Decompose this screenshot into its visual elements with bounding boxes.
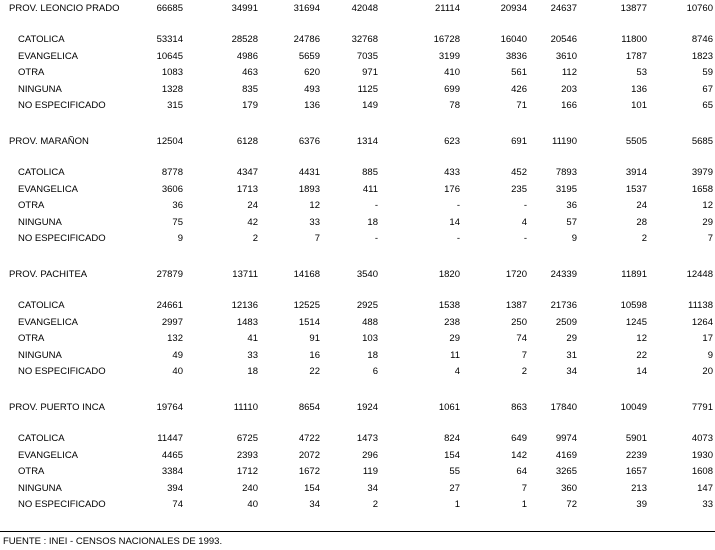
- value-cell-col-9: 11138: [687, 300, 713, 311]
- value-cell-col-7: 3610: [555, 50, 577, 62]
- value-cell-col-9: 8746: [691, 34, 713, 45]
- value-cell-col-7: 7893: [555, 167, 577, 178]
- value-cell-col-3: 14168: [293, 269, 320, 280]
- value-cell-col-9: 17: [702, 333, 713, 345]
- value-cell-col-4: 411: [362, 183, 378, 195]
- religion-row-evangelica: [0, 183, 715, 197]
- religion-label: NO ESPECIFICADO: [18, 366, 106, 378]
- value-cell-col-8: 3914: [625, 167, 647, 178]
- value-cell-col-8: 1657: [625, 466, 647, 478]
- value-cell-col-7: 3265: [555, 466, 577, 478]
- religion-row-evangelica: [0, 50, 715, 64]
- value-cell-col-3: 7: [314, 233, 320, 245]
- value-cell-col-2: 2: [252, 233, 258, 245]
- value-cell-col-5: 21114: [434, 3, 460, 14]
- value-cell-col-1: 132: [167, 333, 183, 345]
- value-cell-col-5: 433: [444, 167, 460, 178]
- value-cell-col-8: 39: [636, 499, 647, 511]
- value-cell-col-5: -: [456, 200, 460, 212]
- value-cell-col-4: 971: [362, 67, 378, 79]
- religion-label: EVANGELICA: [18, 50, 79, 62]
- value-cell-col-1: 27879: [156, 269, 183, 280]
- value-cell-col-5: 55: [449, 466, 460, 478]
- value-cell-col-7: 31: [566, 349, 577, 361]
- value-cell-col-8: 2: [641, 233, 647, 245]
- value-cell-col-8: 11891: [621, 269, 647, 280]
- value-cell-col-5: 238: [444, 316, 460, 328]
- religion-row-no-especificado: [0, 498, 715, 512]
- value-cell-col-4: 296: [362, 449, 378, 461]
- value-cell-col-9: 10760: [686, 3, 713, 14]
- province-total-row: [0, 268, 715, 282]
- value-cell-col-2: 28528: [231, 34, 258, 45]
- religion-label: NO ESPECIFICADO: [18, 499, 106, 511]
- value-cell-col-9: 65: [702, 100, 713, 112]
- value-cell-col-5: 1061: [438, 402, 460, 413]
- religion-row-catolica: [0, 432, 715, 446]
- religion-label: OTRA: [18, 333, 45, 345]
- religion-row-ninguna: [0, 482, 715, 496]
- value-cell-col-6: 71: [516, 100, 527, 112]
- religion-label: CATOLICA: [18, 433, 65, 444]
- value-cell-col-3: 1672: [298, 466, 320, 478]
- value-cell-col-2: 463: [242, 67, 258, 79]
- province-name: PROV. PACHITEA: [9, 269, 88, 280]
- value-cell-col-8: 213: [631, 482, 647, 494]
- value-cell-col-4: 1924: [356, 402, 378, 413]
- value-cell-col-8: 136: [631, 83, 647, 95]
- value-cell-col-5: 4: [454, 366, 460, 378]
- value-cell-col-7: 9: [571, 233, 577, 245]
- value-cell-col-2: 18: [247, 366, 258, 378]
- value-cell-col-2: 240: [242, 482, 258, 494]
- value-cell-col-3: 154: [304, 482, 320, 494]
- religion-label: NO ESPECIFICADO: [18, 100, 106, 112]
- value-cell-col-7: 34: [566, 366, 577, 378]
- value-cell-col-9: 59: [702, 67, 713, 79]
- value-cell-col-4: 1473: [356, 433, 378, 444]
- value-cell-col-6: 235: [511, 183, 527, 195]
- value-cell-col-9: 147: [697, 482, 713, 494]
- religion-row-evangelica: [0, 316, 715, 330]
- value-cell-col-8: 2239: [625, 449, 647, 461]
- religion-label: NINGUNA: [18, 349, 62, 361]
- value-cell-col-7: 9974: [555, 433, 577, 444]
- value-cell-col-2: 33: [247, 349, 258, 361]
- value-cell-col-4: -: [374, 233, 378, 245]
- value-cell-col-9: 1608: [691, 466, 713, 478]
- value-cell-col-5: 699: [444, 83, 460, 95]
- value-cell-col-3: 16: [309, 349, 320, 361]
- value-cell-col-7: 112: [561, 67, 577, 79]
- value-cell-col-3: 33: [309, 216, 320, 228]
- religion-row-otra: [0, 66, 715, 80]
- value-cell-col-5: 27: [449, 482, 460, 494]
- value-cell-col-6: 1720: [505, 269, 527, 280]
- value-cell-col-8: 11800: [621, 34, 647, 45]
- value-cell-col-5: 78: [449, 100, 460, 112]
- value-cell-col-8: 5901: [625, 433, 647, 444]
- value-cell-col-9: 29: [702, 216, 713, 228]
- value-cell-col-3: 1514: [298, 316, 320, 328]
- value-cell-col-7: 36: [566, 200, 577, 212]
- value-cell-col-9: 20: [702, 366, 713, 378]
- value-cell-col-7: 24637: [550, 3, 577, 14]
- value-cell-col-9: 12: [702, 200, 713, 212]
- value-cell-col-6: 4: [521, 216, 527, 228]
- value-cell-col-1: 1083: [161, 67, 183, 79]
- religion-label: NINGUNA: [18, 83, 62, 95]
- value-cell-col-1: 394: [167, 482, 183, 494]
- religion-label: OTRA: [18, 67, 45, 79]
- value-cell-col-4: 149: [362, 100, 378, 112]
- value-cell-col-7: 24339: [550, 269, 577, 280]
- value-cell-col-3: 24786: [293, 34, 320, 45]
- value-cell-col-5: 3199: [438, 50, 460, 62]
- value-cell-col-4: 488: [362, 316, 378, 328]
- value-cell-col-8: 28: [636, 216, 647, 228]
- value-cell-col-1: 8778: [161, 167, 183, 178]
- value-cell-col-6: 16040: [500, 34, 527, 45]
- source-footnote: FUENTE : INEI - CENSOS NACIONALES DE 1993.: [3, 536, 223, 547]
- value-cell-col-5: 623: [444, 136, 460, 147]
- value-cell-col-6: -: [523, 200, 527, 212]
- value-cell-col-4: 1125: [357, 83, 378, 95]
- value-cell-col-8: 10049: [620, 402, 647, 413]
- religion-label: NINGUNA: [18, 482, 62, 494]
- value-cell-col-7: 21736: [550, 300, 577, 311]
- value-cell-col-9: 7: [707, 233, 713, 245]
- province-total-row: [0, 2, 715, 16]
- value-cell-col-2: 4347: [236, 167, 258, 178]
- value-cell-col-3: 1893: [298, 183, 320, 195]
- value-cell-col-7: 166: [561, 100, 577, 112]
- value-cell-col-2: 835: [242, 83, 258, 95]
- religion-row-evangelica: [0, 449, 715, 463]
- value-cell-col-3: 12525: [293, 300, 320, 311]
- value-cell-col-1: 3384: [161, 466, 183, 478]
- value-cell-col-9: 12448: [686, 269, 713, 280]
- value-cell-col-6: 863: [511, 402, 527, 413]
- value-cell-col-2: 12136: [231, 300, 258, 311]
- value-cell-col-6: -: [523, 233, 527, 245]
- value-cell-col-2: 2393: [236, 449, 258, 461]
- value-cell-col-4: 1314: [356, 136, 378, 147]
- value-cell-col-2: 179: [242, 100, 258, 112]
- value-cell-col-5: 1820: [438, 269, 460, 280]
- value-cell-col-5: -: [456, 233, 460, 245]
- value-cell-col-5: 176: [444, 183, 460, 195]
- value-cell-col-1: 75: [172, 216, 183, 228]
- value-cell-col-8: 24: [636, 200, 647, 212]
- value-cell-col-2: 11110: [233, 402, 258, 413]
- value-cell-col-2: 42: [247, 216, 258, 228]
- value-cell-col-1: 40: [172, 366, 183, 378]
- value-cell-col-3: 91: [309, 333, 320, 345]
- value-cell-col-1: 3606: [161, 183, 183, 195]
- value-cell-col-1: 11447: [157, 433, 183, 444]
- value-cell-col-6: 452: [511, 167, 527, 178]
- value-cell-col-4: 34: [367, 482, 378, 494]
- religion-row-no-especificado: [0, 232, 715, 246]
- value-cell-col-6: 426: [511, 83, 527, 95]
- value-cell-col-4: 3540: [356, 269, 378, 280]
- province-name: PROV. LEONCIO PRADO: [9, 3, 120, 14]
- province-name: PROV. PUERTO INCA: [9, 402, 105, 413]
- value-cell-col-5: 410: [444, 67, 460, 79]
- religion-label: EVANGELICA: [18, 316, 79, 328]
- value-cell-col-2: 1712: [236, 466, 258, 478]
- value-cell-col-5: 154: [444, 449, 460, 461]
- value-cell-col-4: 7035: [356, 50, 378, 62]
- value-cell-col-9: 33: [702, 499, 713, 511]
- value-cell-col-8: 101: [631, 100, 647, 112]
- value-cell-col-3: 12: [309, 200, 320, 212]
- religion-label: EVANGELICA: [18, 183, 79, 195]
- value-cell-col-8: 13877: [620, 3, 647, 14]
- value-cell-col-7: 203: [561, 83, 577, 95]
- value-cell-col-7: 57: [566, 216, 577, 228]
- value-cell-col-3: 8654: [298, 402, 320, 413]
- value-cell-col-4: 103: [362, 333, 378, 345]
- value-cell-col-1: 74: [172, 499, 183, 511]
- value-cell-col-6: 64: [516, 466, 527, 478]
- value-cell-col-7: 72: [566, 499, 577, 511]
- value-cell-col-9: 3979: [691, 167, 713, 178]
- value-cell-col-2: 13711: [232, 269, 258, 280]
- value-cell-col-7: 17840: [550, 402, 577, 413]
- value-cell-col-1: 24661: [156, 300, 183, 311]
- value-cell-col-2: 41: [247, 333, 258, 345]
- value-cell-col-2: 6725: [236, 433, 258, 444]
- value-cell-col-1: 66685: [156, 3, 183, 14]
- value-cell-col-5: 1: [454, 499, 460, 511]
- value-cell-col-6: 74: [516, 333, 527, 345]
- value-cell-col-1: 2997: [161, 316, 183, 328]
- religion-row-catolica: [0, 299, 715, 313]
- value-cell-col-7: 20546: [550, 34, 577, 45]
- value-cell-col-4: -: [374, 200, 378, 212]
- value-cell-col-4: 42048: [351, 3, 378, 14]
- value-cell-col-1: 10645: [156, 50, 183, 62]
- religion-row-ninguna: [0, 349, 715, 363]
- value-cell-col-3: 4431: [298, 167, 320, 178]
- religion-label: CATOLICA: [18, 34, 65, 45]
- value-cell-col-7: 2509: [555, 316, 577, 328]
- religion-label: NO ESPECIFICADO: [18, 233, 106, 245]
- value-cell-col-9: 1264: [691, 316, 713, 328]
- value-cell-col-7: 3195: [555, 183, 577, 195]
- value-cell-col-9: 67: [702, 83, 713, 95]
- religion-label: NINGUNA: [18, 216, 62, 228]
- value-cell-col-7: 11190: [551, 136, 577, 147]
- value-cell-col-6: 250: [511, 316, 527, 328]
- value-cell-col-3: 22: [309, 366, 320, 378]
- value-cell-col-2: 34991: [231, 3, 258, 14]
- value-cell-col-6: 7: [521, 349, 527, 361]
- value-cell-col-5: 1538: [438, 300, 460, 311]
- value-cell-col-8: 53: [636, 67, 647, 79]
- value-cell-col-6: 649: [511, 433, 527, 444]
- value-cell-col-3: 493: [304, 83, 320, 95]
- religion-row-otra: [0, 332, 715, 346]
- value-cell-col-2: 4986: [236, 50, 258, 62]
- value-cell-col-4: 885: [362, 167, 378, 178]
- value-cell-col-4: 32768: [351, 34, 378, 45]
- value-cell-col-4: 6: [372, 366, 378, 378]
- value-cell-col-6: 7: [521, 482, 527, 494]
- value-cell-col-5: 14: [449, 216, 460, 228]
- value-cell-col-2: 24: [247, 200, 258, 212]
- value-cell-col-2: 1713: [236, 183, 258, 195]
- religion-row-ninguna: [0, 83, 715, 97]
- value-cell-col-8: 14: [636, 366, 647, 378]
- value-cell-col-5: 824: [444, 433, 460, 444]
- religion-label: OTRA: [18, 200, 45, 212]
- value-cell-col-3: 136: [304, 100, 320, 112]
- value-cell-col-1: 4465: [161, 449, 183, 461]
- religion-row-catolica: [0, 166, 715, 180]
- religion-row-otra: [0, 465, 715, 479]
- value-cell-col-6: 2: [521, 366, 527, 378]
- religion-label: CATOLICA: [18, 300, 65, 311]
- value-cell-col-4: 2925: [356, 300, 378, 311]
- value-cell-col-3: 34: [309, 499, 320, 511]
- value-cell-col-9: 9: [707, 349, 713, 361]
- value-cell-col-3: 620: [304, 67, 320, 79]
- value-cell-col-1: 12504: [156, 136, 183, 147]
- value-cell-col-3: 5659: [298, 50, 320, 62]
- value-cell-col-6: 1: [521, 499, 527, 511]
- value-cell-col-8: 1245: [625, 316, 647, 328]
- value-cell-col-3: 2072: [298, 449, 320, 461]
- value-cell-col-5: 11: [450, 349, 460, 361]
- value-cell-col-1: 36: [172, 200, 183, 212]
- religion-row-otra: [0, 199, 715, 213]
- province-total-row: [0, 135, 715, 149]
- value-cell-col-3: 6376: [298, 136, 320, 147]
- value-cell-col-3: 31694: [293, 3, 320, 14]
- value-cell-col-8: 12: [636, 333, 647, 345]
- value-cell-col-2: 6128: [236, 136, 258, 147]
- religion-row-no-especificado: [0, 99, 715, 113]
- value-cell-col-9: 4073: [691, 433, 713, 444]
- value-cell-col-8: 5505: [625, 136, 647, 147]
- value-cell-col-8: 22: [636, 349, 647, 361]
- value-cell-col-6: 20934: [500, 3, 527, 14]
- value-cell-col-1: 19764: [156, 402, 183, 413]
- value-cell-col-1: 1328: [161, 83, 183, 95]
- value-cell-col-6: 142: [511, 449, 527, 461]
- religion-label: OTRA: [18, 466, 45, 478]
- value-cell-col-2: 40: [247, 499, 258, 511]
- religion-row-ninguna: [0, 216, 715, 230]
- value-cell-col-2: 1483: [236, 316, 258, 328]
- value-cell-col-1: 49: [172, 349, 183, 361]
- value-cell-col-9: 7791: [691, 402, 713, 413]
- province-total-row: [0, 401, 715, 415]
- value-cell-col-7: 360: [561, 482, 577, 494]
- value-cell-col-1: 53314: [156, 34, 183, 45]
- value-cell-col-4: 18: [367, 349, 378, 361]
- religion-row-no-especificado: [0, 365, 715, 379]
- value-cell-col-5: 29: [449, 333, 460, 345]
- value-cell-col-4: 2: [372, 499, 378, 511]
- value-cell-col-5: 16728: [433, 34, 460, 45]
- value-cell-col-9: 1823: [691, 50, 713, 62]
- value-cell-col-3: 4722: [298, 433, 320, 444]
- value-cell-col-4: 18: [367, 216, 378, 228]
- value-cell-col-6: 561: [511, 67, 527, 79]
- religion-label: EVANGELICA: [18, 449, 79, 461]
- value-cell-col-8: 10598: [620, 300, 647, 311]
- value-cell-col-8: 1537: [625, 183, 647, 195]
- value-cell-col-8: 1787: [625, 50, 647, 62]
- value-cell-col-9: 5685: [691, 136, 713, 147]
- value-cell-col-6: 1387: [505, 300, 527, 311]
- value-cell-col-1: 9: [177, 233, 183, 245]
- value-cell-col-6: 691: [511, 136, 527, 147]
- footer-divider: [0, 531, 715, 532]
- value-cell-col-7: 4169: [555, 449, 577, 461]
- religion-label: CATOLICA: [18, 167, 65, 178]
- value-cell-col-9: 1930: [691, 449, 713, 461]
- value-cell-col-4: 119: [362, 466, 378, 478]
- value-cell-col-9: 1658: [691, 183, 713, 195]
- province-name: PROV. MARAÑON: [9, 136, 89, 147]
- religion-row-catolica: [0, 33, 715, 47]
- value-cell-col-1: 315: [167, 100, 183, 112]
- value-cell-col-7: 29: [566, 333, 577, 345]
- value-cell-col-6: 3836: [505, 50, 527, 62]
